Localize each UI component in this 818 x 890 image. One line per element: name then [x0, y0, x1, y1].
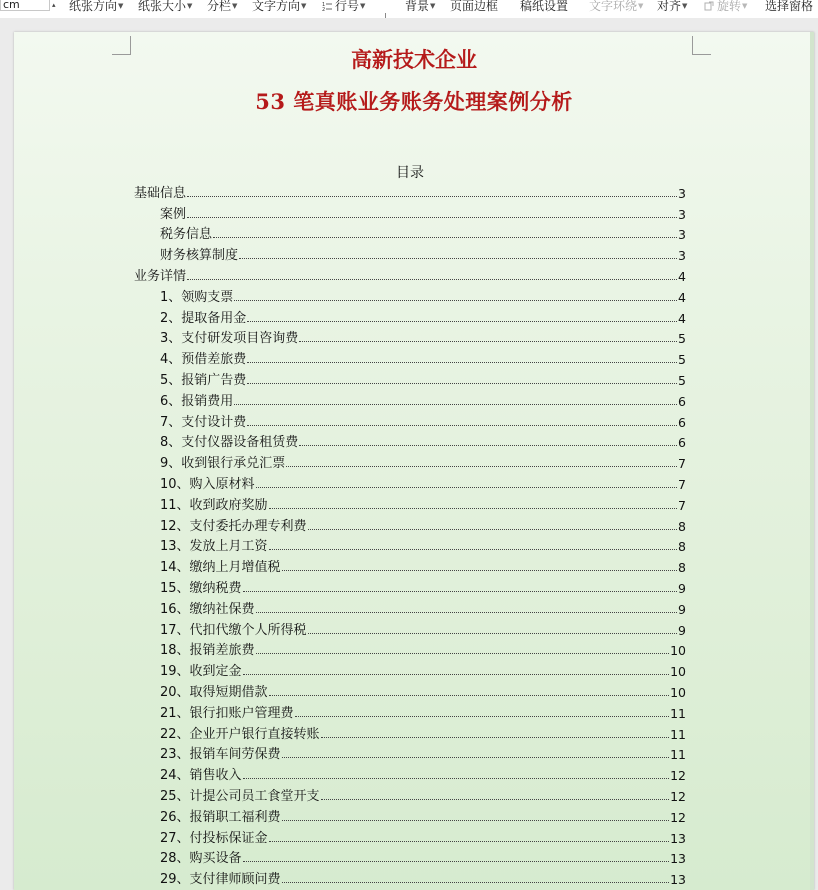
toc-leader-dots [308, 632, 678, 634]
toc-entry-page: 6 [678, 414, 686, 430]
paper-orientation-button[interactable] [69, 0, 123, 16]
toc-leader-dots [282, 756, 670, 758]
toc-entry-label: 23、报销车间劳保费 [160, 747, 281, 763]
chevron-down-icon: ▼ [360, 2, 366, 10]
columns-label: 分栏 [207, 0, 232, 13]
toc-entry-label: 16、缴纳社保费 [160, 601, 255, 617]
toc-entry-label: 业务详情 [134, 268, 187, 284]
toc-entry[interactable] [134, 347, 686, 368]
chevron-down-icon: ▼ [301, 2, 307, 10]
toc-entry[interactable] [134, 223, 686, 244]
text-wrap-button[interactable] [589, 0, 643, 16]
toc-entry[interactable] [134, 701, 686, 722]
draft-paper-button[interactable] [520, 0, 568, 16]
line-number-icon [322, 1, 332, 11]
toc-entry-label: 5、报销广告费 [160, 372, 247, 388]
toc-entry-label: 12、支付委托办理专利费 [160, 518, 307, 534]
svg-text:1: 1 [322, 2, 326, 8]
document-subtitle: 53 笔真账业务账务处理案例分析 [255, 89, 573, 114]
toc-entry-label: 案例 [160, 206, 187, 222]
line-number-button[interactable] [322, 0, 365, 16]
table-of-contents [134, 181, 686, 888]
toc-entry[interactable] [134, 659, 686, 680]
toc-entry-page: 8 [678, 518, 686, 534]
toc-entry-page: 12 [670, 809, 686, 825]
toc-entry[interactable] [134, 451, 686, 472]
toc-entry[interactable] [134, 597, 686, 618]
toc-entry[interactable] [134, 639, 686, 660]
toc-entry-page: 6 [678, 435, 686, 451]
toc-leader-dots [187, 195, 677, 197]
toc-entry-page: 7 [678, 497, 686, 513]
toc-entry[interactable] [134, 576, 686, 597]
toc-entry-page: 11 [670, 747, 686, 763]
toc-entry-page: 8 [678, 539, 686, 555]
chevron-down-icon: ▼ [187, 2, 193, 10]
toc-leader-dots [286, 465, 677, 467]
toc-entry-page: 3 [678, 185, 686, 201]
toc-leader-dots [282, 819, 670, 821]
toc-entry-page: 8 [678, 560, 686, 576]
toc-entry[interactable] [134, 306, 686, 327]
toc-leader-dots [247, 361, 677, 363]
align-label: 对齐 [657, 0, 682, 13]
toc-entry-page: 5 [678, 372, 686, 388]
toc-entry-label: 17、代扣代缴个人所得税 [160, 622, 307, 638]
toc-entry[interactable] [134, 680, 686, 701]
toc-leader-dots [282, 881, 670, 883]
toc-entry[interactable] [134, 826, 686, 847]
toc-entry-page: 3 [678, 227, 686, 243]
toc-entry-page: 5 [678, 352, 686, 368]
draft-paper-label: 稿纸设置 [520, 0, 569, 13]
chevron-down-icon: ▼ [638, 2, 644, 10]
select-pane-label: 选择窗格 [765, 0, 814, 13]
background-button[interactable] [405, 0, 435, 16]
toc-entry-page: 12 [670, 788, 686, 804]
toc-entry-label: 10、购入原材料 [160, 476, 255, 492]
toc-leader-dots [213, 236, 677, 238]
toc-entry-page: 13 [670, 851, 686, 867]
toc-entry-label: 2、提取备用金 [160, 310, 247, 326]
toc-heading: 目录 [396, 165, 424, 181]
text-wrap-label: 文字环绕 [589, 0, 638, 13]
toc-entry-page: 12 [670, 768, 686, 784]
select-pane-button[interactable] [765, 0, 813, 16]
toc-entry[interactable] [134, 722, 686, 743]
toc-leader-dots [187, 216, 677, 218]
toc-entry-label: 18、报销差旅费 [160, 643, 255, 659]
toc-leader-dots [243, 590, 678, 592]
document-workspace[interactable] [0, 18, 818, 890]
toc-entry-label: 1、领购支票 [160, 289, 234, 305]
toc-entry-page: 9 [678, 580, 686, 596]
toc-leader-dots [234, 299, 677, 301]
toc-leader-dots [243, 860, 670, 862]
toc-leader-dots [243, 777, 670, 779]
toc-entry-label: 4、预借差旅费 [160, 352, 247, 368]
toc-leader-dots [247, 382, 677, 384]
toc-leader-dots [308, 528, 678, 530]
toc-entry[interactable] [134, 431, 686, 452]
toc-entry-label: 15、缴纳税费 [160, 580, 242, 596]
toc-entry[interactable] [134, 847, 686, 868]
toc-leader-dots [256, 611, 678, 613]
toc-entry[interactable] [134, 202, 686, 223]
align-button[interactable] [657, 0, 687, 16]
toc-entry[interactable] [134, 743, 686, 764]
toc-leader-dots [295, 715, 670, 717]
toc-entry-label: 29、支付律师顾问费 [160, 872, 281, 888]
toc-leader-dots [234, 403, 677, 405]
unit-spinner[interactable]: ▴ [52, 1, 56, 9]
toc-entry-label: 28、购买设备 [160, 851, 242, 867]
toc-entry-page: 13 [670, 830, 686, 846]
toc-leader-dots [239, 257, 677, 259]
paper-size-label: 纸张大小 [138, 0, 187, 13]
toc-entry-page: 13 [670, 872, 686, 888]
toc-entry-label: 27、付投标保证金 [160, 830, 268, 846]
toc-entry-page: 7 [678, 456, 686, 472]
toc-entry-page: 11 [670, 705, 686, 721]
toc-entry-page: 11 [670, 726, 686, 742]
toc-leader-dots [247, 320, 677, 322]
page-border-button[interactable] [450, 0, 498, 16]
toc-entry-label: 7、支付设计费 [160, 414, 247, 430]
toc-entry[interactable] [134, 264, 686, 285]
toc-entry-label: 8、支付仪器设备租赁费 [160, 435, 299, 451]
rotate-icon [704, 1, 714, 11]
paper-size-button[interactable] [138, 0, 192, 16]
toc-entry-page: 7 [678, 476, 686, 492]
toc-leader-dots [321, 798, 670, 800]
toc-leader-dots [187, 278, 677, 280]
toc-entry-label: 11、收到政府奖励 [160, 497, 268, 513]
toc-leader-dots [243, 673, 670, 675]
toc-entry-page: 4 [678, 310, 686, 326]
toc-entry[interactable] [134, 535, 686, 556]
page-layout-ribbon [0, 0, 818, 18]
toc-entry-label: 21、银行扣账户管理费 [160, 705, 294, 721]
toc-entry[interactable] [134, 327, 686, 348]
toc-entry-page: 3 [678, 248, 686, 264]
toc-entry-label: 14、缴纳上月增值税 [160, 560, 281, 576]
chevron-down-icon: ▼ [742, 2, 748, 10]
toc-leader-dots [269, 507, 678, 509]
toc-entry[interactable] [134, 285, 686, 306]
toc-leader-dots [321, 736, 670, 738]
toc-entry-page: 4 [678, 268, 686, 284]
toc-entry-label: 20、取得短期借款 [160, 684, 268, 700]
toc-entry[interactable] [134, 784, 686, 805]
toc-entry-label: 财务核算制度 [160, 248, 239, 264]
toc-entry-page: 6 [678, 393, 686, 409]
page-border-label: 页面边框 [450, 0, 499, 13]
toc-entry[interactable] [134, 472, 686, 493]
line-number-label: 行号 [335, 0, 360, 13]
chevron-down-icon: ▼ [232, 2, 238, 10]
toc-leader-dots [269, 694, 670, 696]
toc-leader-dots [269, 548, 678, 550]
toc-entry-label: 6、报销费用 [160, 393, 234, 409]
toc-entry-label: 22、企业开户银行直接转账 [160, 726, 320, 742]
columns-button[interactable] [207, 0, 237, 16]
toc-entry-page: 3 [678, 206, 686, 222]
toc-leader-dots [256, 486, 678, 488]
chevron-down-icon: ▼ [118, 2, 124, 10]
toc-leader-dots [299, 340, 677, 342]
toc-entry[interactable] [134, 805, 686, 826]
toc-leader-dots [256, 652, 670, 654]
toc-entry-page: 10 [670, 664, 686, 680]
toc-entry[interactable] [134, 867, 686, 888]
toc-entry[interactable] [134, 389, 686, 410]
text-direction-button[interactable] [252, 0, 306, 16]
toc-entry[interactable] [134, 618, 686, 639]
rotate-label: 旋转 [717, 0, 742, 13]
background-label: 背景 [405, 0, 430, 13]
toc-entry-label: 26、报销职工福利费 [160, 809, 281, 825]
page-edge [810, 32, 814, 890]
toc-entry[interactable] [134, 493, 686, 514]
toc-entry-page: 10 [670, 643, 686, 659]
toc-entry-label: 基础信息 [134, 185, 187, 201]
toc-entry-page: 9 [678, 622, 686, 638]
rotate-button[interactable] [704, 0, 747, 16]
toc-entry-label: 3、支付研发项目咨询费 [160, 331, 299, 347]
toc-entry-page: 5 [678, 331, 686, 347]
toc-entry-label: 24、销售收入 [160, 768, 242, 784]
toc-entry-label: 税务信息 [160, 227, 213, 243]
toc-leader-dots [282, 569, 678, 571]
toc-entry[interactable] [134, 368, 686, 389]
document-title: 高新技术企业 [351, 47, 477, 72]
toc-entry-page: 9 [678, 601, 686, 617]
chevron-down-icon: ▼ [430, 2, 436, 10]
toc-entry[interactable] [134, 181, 686, 202]
toc-entry-page: 10 [670, 684, 686, 700]
toc-entry-label: 25、计提公司员工食堂开支 [160, 788, 320, 804]
document-page[interactable] [14, 32, 814, 890]
unit-input[interactable]: cm [0, 0, 50, 11]
toc-leader-dots [299, 444, 677, 446]
chevron-down-icon: ▼ [682, 2, 688, 10]
toc-entry-page: 4 [678, 289, 686, 305]
toc-entry[interactable] [134, 555, 686, 576]
toc-leader-dots [247, 424, 677, 426]
toc-entry[interactable] [134, 410, 686, 431]
toc-entry-label: 9、收到银行承兑汇票 [160, 456, 286, 472]
toc-entry-label: 19、收到定金 [160, 664, 242, 680]
toc-entry[interactable] [134, 243, 686, 264]
paper-orientation-label: 纸张方向 [69, 0, 118, 13]
toc-entry-label: 13、发放上月工资 [160, 539, 268, 555]
toc-entry[interactable] [134, 514, 686, 535]
svg-text:2: 2 [322, 7, 326, 11]
toc-leader-dots [269, 840, 670, 842]
toc-entry[interactable] [134, 763, 686, 784]
text-direction-label: 文字方向 [252, 0, 301, 13]
